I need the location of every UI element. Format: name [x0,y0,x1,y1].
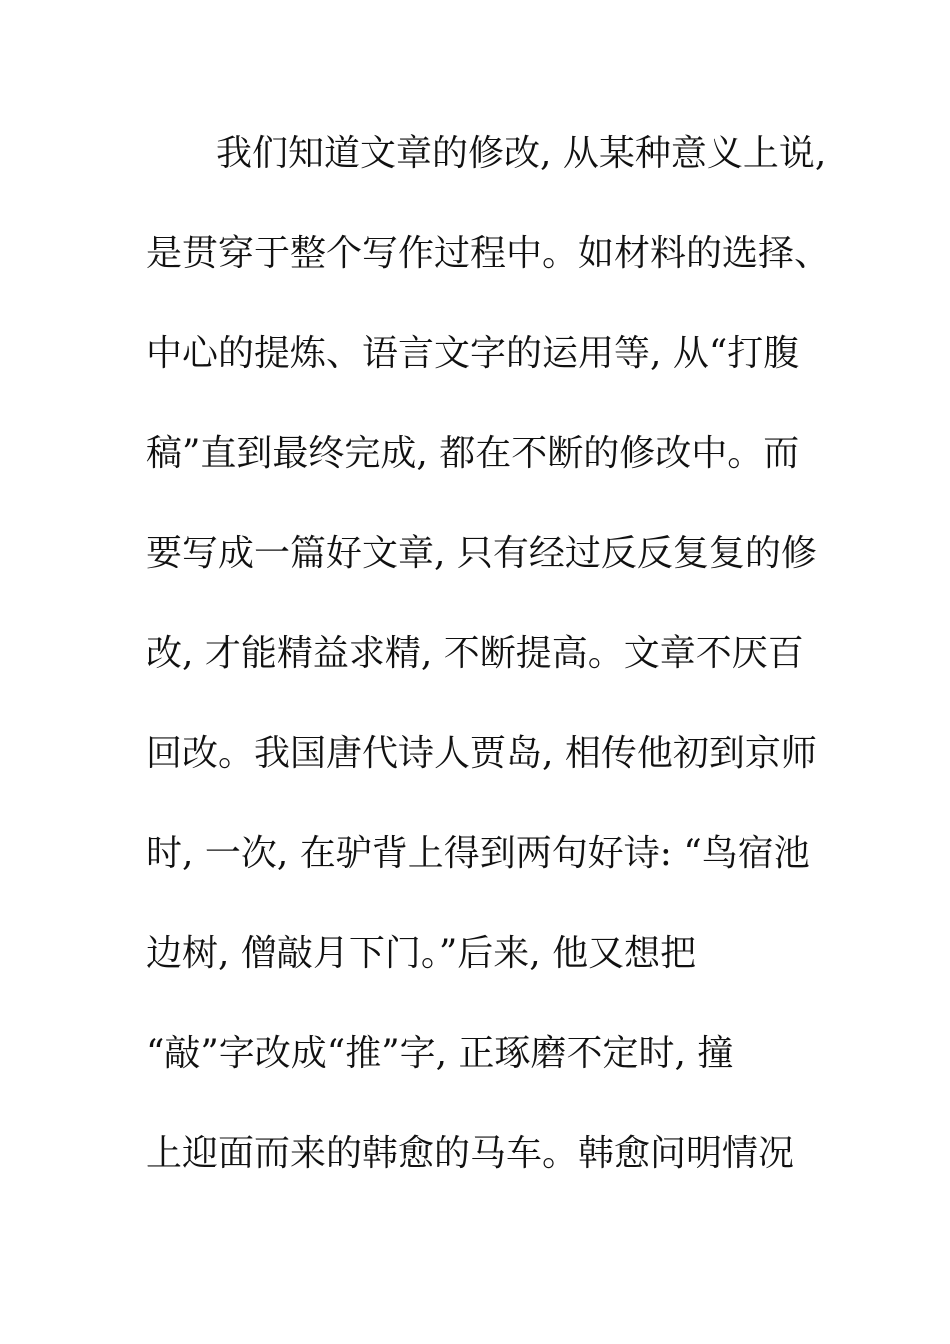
paragraph-line-8: 时, 一次, 在驴背上得到两句好诗: “鸟宿池 [146,833,810,874]
paragraph-line-9: 边树, 僧敲月下门。”后来, 他又想把 [146,933,697,974]
paragraph-line-7: 回改。我国唐代诗人贾岛, 相传他初到京师 [146,733,817,774]
paragraph-line-3: 中心的提炼、语言文字的运用等, 从“打腹 [146,333,800,374]
paragraph-line-1: 我们知道文章的修改, 从某种意义上说, [216,133,827,174]
paragraph-line-2: 是贯穿于整个写作过程中。如材料的选择、 [146,233,831,274]
paragraph-line-4: 稿”直到最终完成, 都在不断的修改中。而 [146,433,800,474]
paragraph-line-11: 上迎面而来的韩愈的马车。韩愈问明情况 [146,1133,795,1174]
paragraph-line-6: 改, 才能精益求精, 不断提高。文章不厌百 [146,633,804,674]
paragraph-line-5: 要写成一篇好文章, 只有经过反反复复的修 [146,533,817,574]
body-paragraph [146,126,831,1226]
paragraph-line-10: “敲”字改成“推”字, 正琢磨不定时, 撞 [146,1033,734,1074]
